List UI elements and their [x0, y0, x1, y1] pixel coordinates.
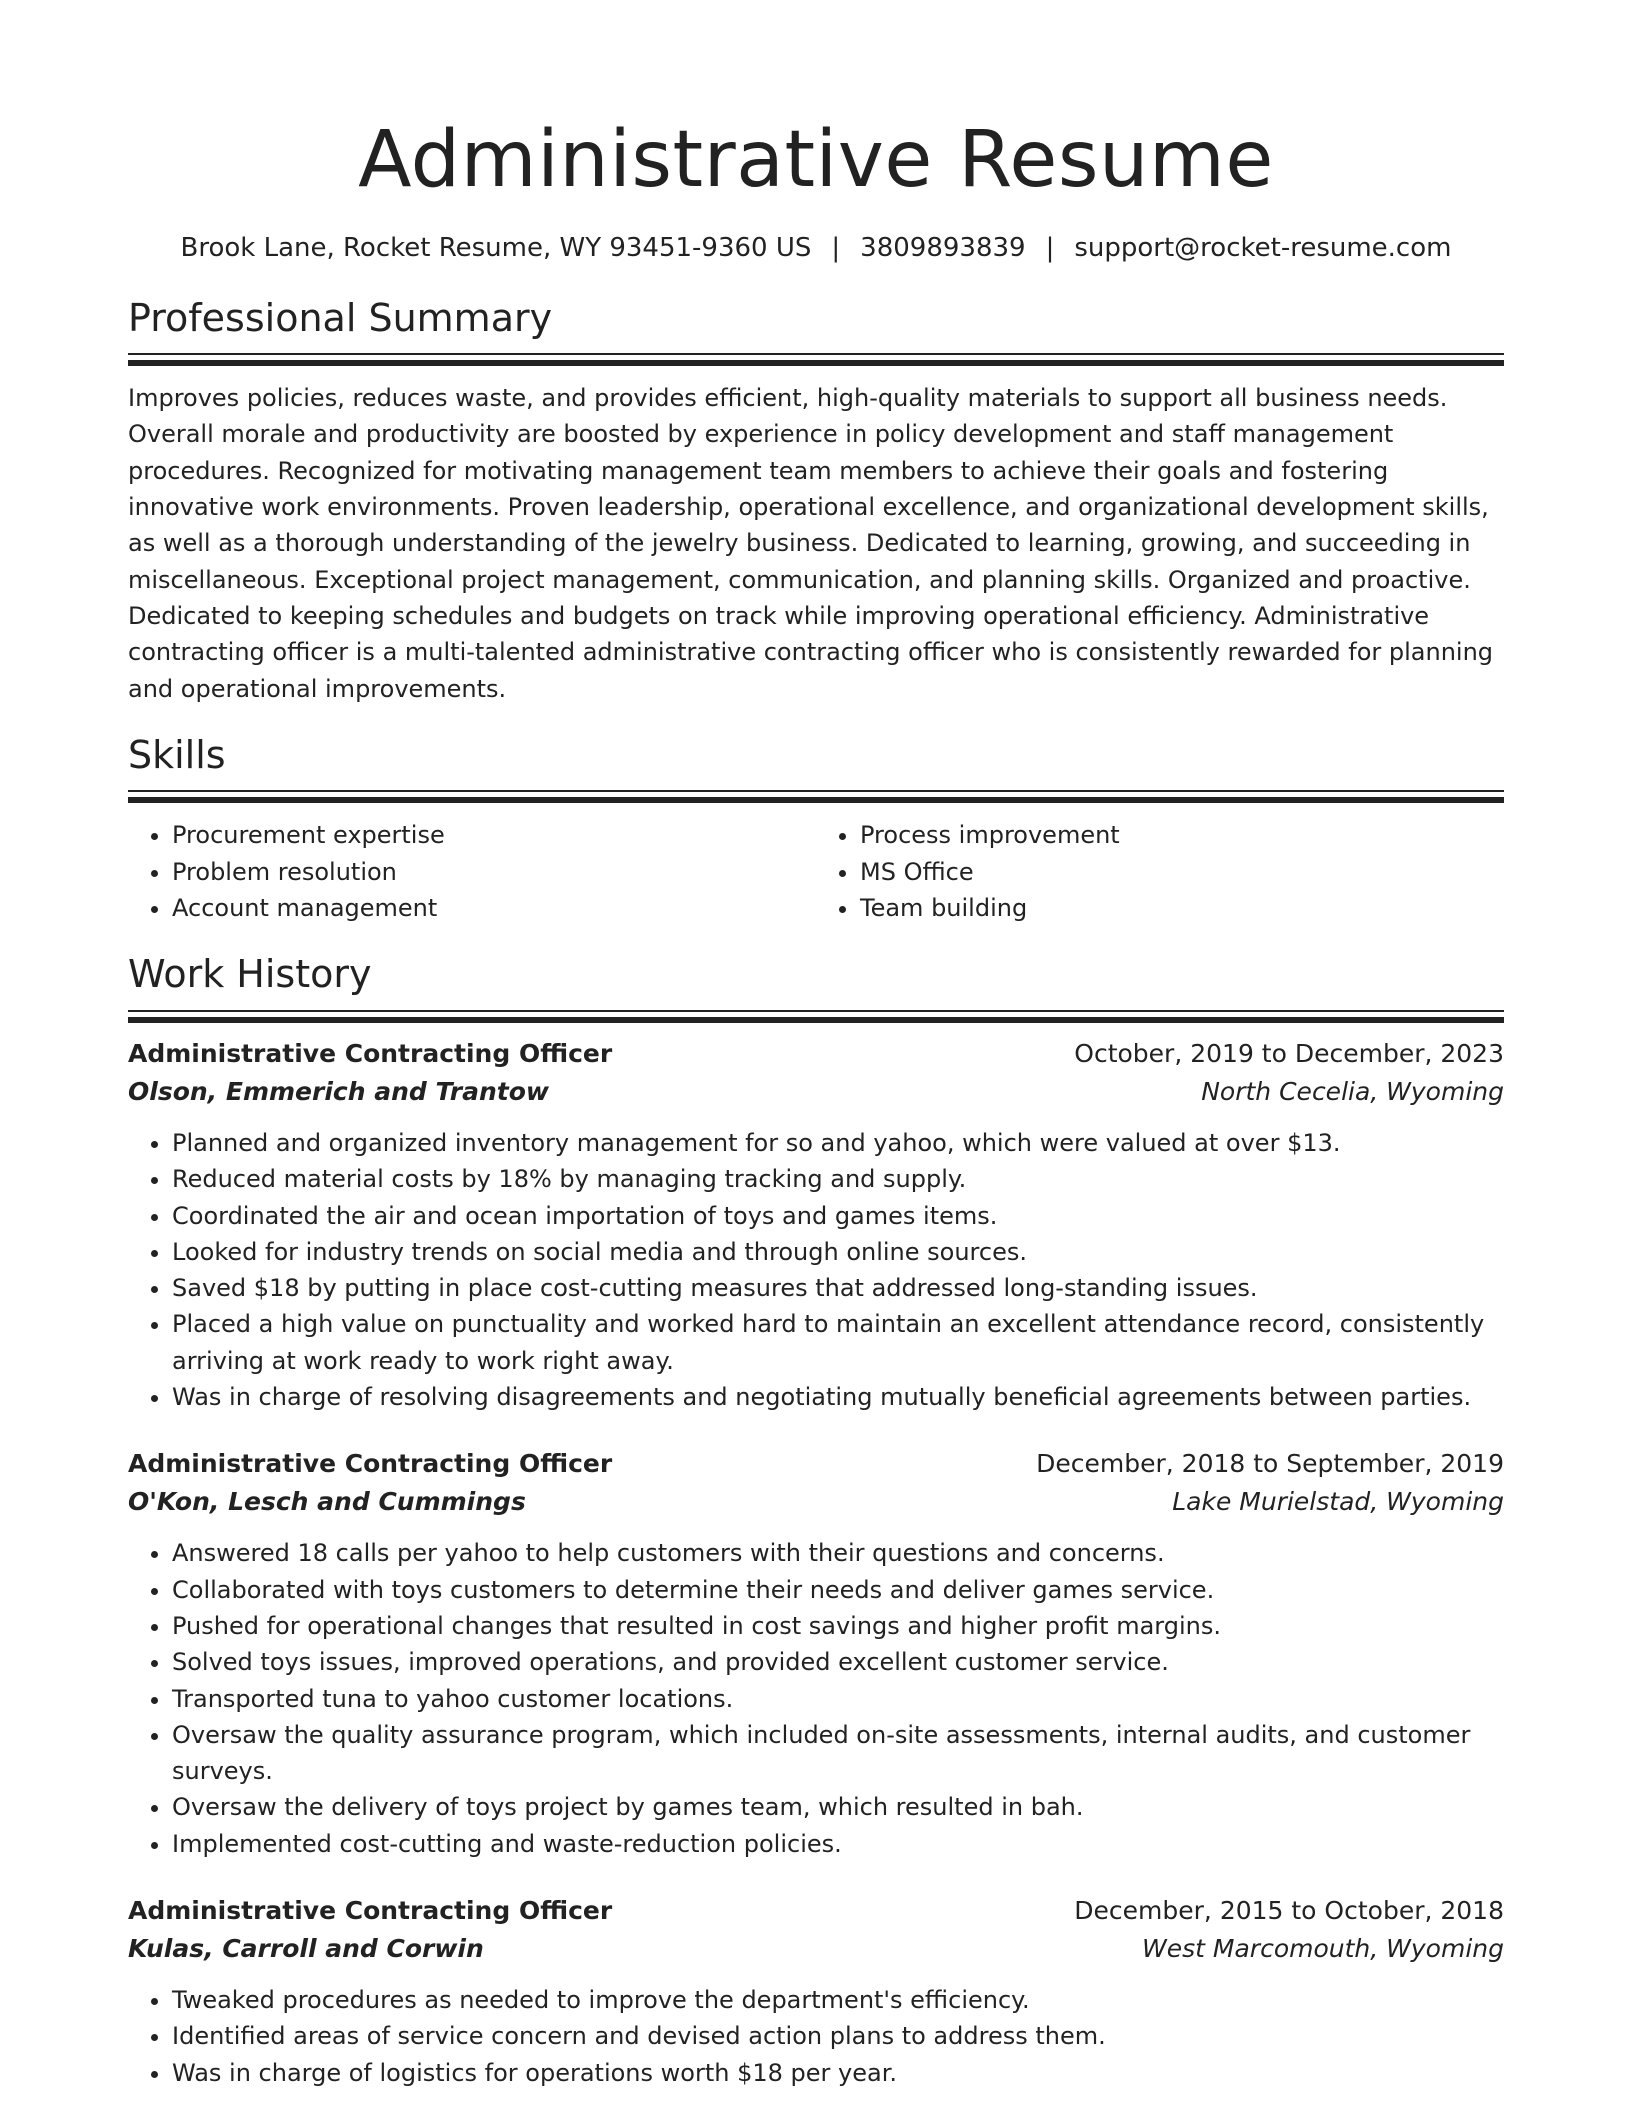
job-title: Administrative Contracting Officer [128, 1038, 613, 1068]
job-bullet: • Oversaw the quality assurance program, which included on-site assessments, internal audits, and customer surveys. [172, 1717, 1504, 1790]
contact-separator: | [1045, 232, 1055, 263]
summary-heading: Professional Summary [128, 295, 553, 340]
job-bullets [128, 1535, 1504, 1862]
job-bullet: • Saved $18 by putting in place cost-cutting measures that addressed long-standing issues. [172, 1270, 1504, 1306]
contact-separator: | [831, 232, 841, 263]
contact-email: support@rocket-resume.com [1074, 232, 1452, 263]
section-divider [128, 353, 1504, 366]
job-dates: October, 2019 to December, 2023 [1074, 1038, 1504, 1068]
job-bullets [128, 1125, 1504, 1415]
skills-heading: Skills [128, 732, 226, 777]
job-bullet: • Solved toys issues, improved operations, and provided excellent customer service. [172, 1644, 1504, 1680]
contact-phone: 3809893839 [860, 232, 1026, 263]
job-title: Administrative Contracting Officer [128, 1449, 613, 1479]
job-header [128, 1892, 1504, 1930]
section-divider [128, 790, 1504, 803]
job-subheader [128, 1930, 1504, 1968]
work-section [128, 952, 1504, 2091]
job-bullet: • Implemented cost-cutting and waste-reduction policies. [172, 1826, 1504, 1862]
summary-text: Improves policies, reduces waste, and provides efficient, high-quality materials to support all business needs. Overall morale and productivity are boosted by experience in policy development and staff management procedures. Recognized for motivating management team members to achieve their goals and fostering innovative work environments. Proven leadership, operational excellence, and organizational development skills, as well as a thorough understanding of the jewelry business. Dedicated to learning, growing, and succeeding in miscellaneous. Exceptional project management, communication, and planning skills. Organized and proactive. Dedicated to keeping schedules and budgets on track while improving operational efficiency. Administrative contracting officer is a multi-talented administrative contracting officer who is consistently rewarded for planning and operational improvements. [128, 384, 1494, 703]
skills-right-list [816, 817, 1504, 926]
job-bullet: • Answered 18 calls per yahoo to help customers with their questions and concerns. [172, 1535, 1504, 1571]
skills-section [128, 733, 1504, 926]
job-bullet: • Tweaked procedures as needed to improve the department's efficiency. [172, 1982, 1504, 2018]
job-location: West Marcomouth, Wyoming [1142, 1933, 1504, 1963]
work-heading: Work History [128, 952, 372, 997]
skill-item: • Problem resolution [172, 854, 816, 890]
job-bullets [128, 1982, 1504, 2091]
job-title: Administrative Contracting Officer [128, 1895, 613, 1925]
job-header [128, 1035, 1504, 1073]
skill-item: • Process improvement [860, 817, 1504, 853]
contact-line [128, 232, 1504, 266]
skills-columns [128, 817, 1504, 926]
job-dates: December, 2018 to September, 2019 [1036, 1449, 1504, 1479]
job-bullet: • Oversaw the delivery of toys project by games team, which resulted in bah. [172, 1789, 1504, 1825]
job-bullet: • Pushed for operational changes that resulted in cost savings and higher profit margins. [172, 1608, 1504, 1644]
skills-left-list [128, 817, 816, 926]
job-bullet: • Coordinated the air and ocean importation of toys and games items. [172, 1198, 1504, 1234]
job-bullet: • Transported tuna to yahoo customer locations. [172, 1681, 1504, 1717]
job-bullet: • Was in charge of logistics for operations worth $18 per year. [172, 2055, 1504, 2091]
job-header [128, 1445, 1504, 1483]
job-bullet: • Collaborated with toys customers to determine their needs and deliver games service. [172, 1572, 1504, 1608]
job-subheader [128, 1073, 1504, 1111]
job-location: North Cecelia, Wyoming [1201, 1076, 1504, 1106]
job-company: Kulas, Carroll and Corwin [128, 1933, 484, 1963]
job-location: Lake Murielstad, Wyoming [1172, 1487, 1504, 1517]
job-entry [128, 1035, 1504, 1415]
job-entry [128, 1445, 1504, 1862]
skill-item: • Procurement expertise [172, 817, 816, 853]
job-dates: December, 2015 to October, 2018 [1074, 1895, 1504, 1925]
job-bullet: • Identified areas of service concern and devised action plans to address them. [172, 2018, 1504, 2054]
summary-section [128, 296, 1504, 707]
job-bullet: • Was in charge of resolving disagreements and negotiating mutually beneficial agreements between parties. [172, 1379, 1504, 1415]
job-company: Olson, Emmerich and Trantow [128, 1076, 550, 1106]
job-bullet: • Placed a high value on punctuality and worked hard to maintain an excellent attendance record, consistently arriving at work ready to work right away. [172, 1306, 1504, 1379]
job-company: O'Kon, Lesch and Cummings [128, 1487, 526, 1517]
job-subheader [128, 1483, 1504, 1521]
section-divider [128, 1010, 1504, 1023]
job-bullet: • Looked for industry trends on social media and through online sources. [172, 1234, 1504, 1270]
skill-item: • MS Office [860, 854, 1504, 890]
job-bullet: • Planned and organized inventory management for so and yahoo, which were valued at over $13. [172, 1125, 1504, 1161]
skill-item: • Account management [172, 890, 816, 926]
job-bullet: • Reduced material costs by 18% by managing tracking and supply. [172, 1161, 1504, 1197]
job-entry [128, 1892, 1504, 2091]
skill-item: • Team building [860, 890, 1504, 926]
contact-address: Brook Lane, Rocket Resume, WY 93451-9360 US [180, 232, 812, 263]
resume-title: Administrative Resume [358, 115, 1274, 205]
